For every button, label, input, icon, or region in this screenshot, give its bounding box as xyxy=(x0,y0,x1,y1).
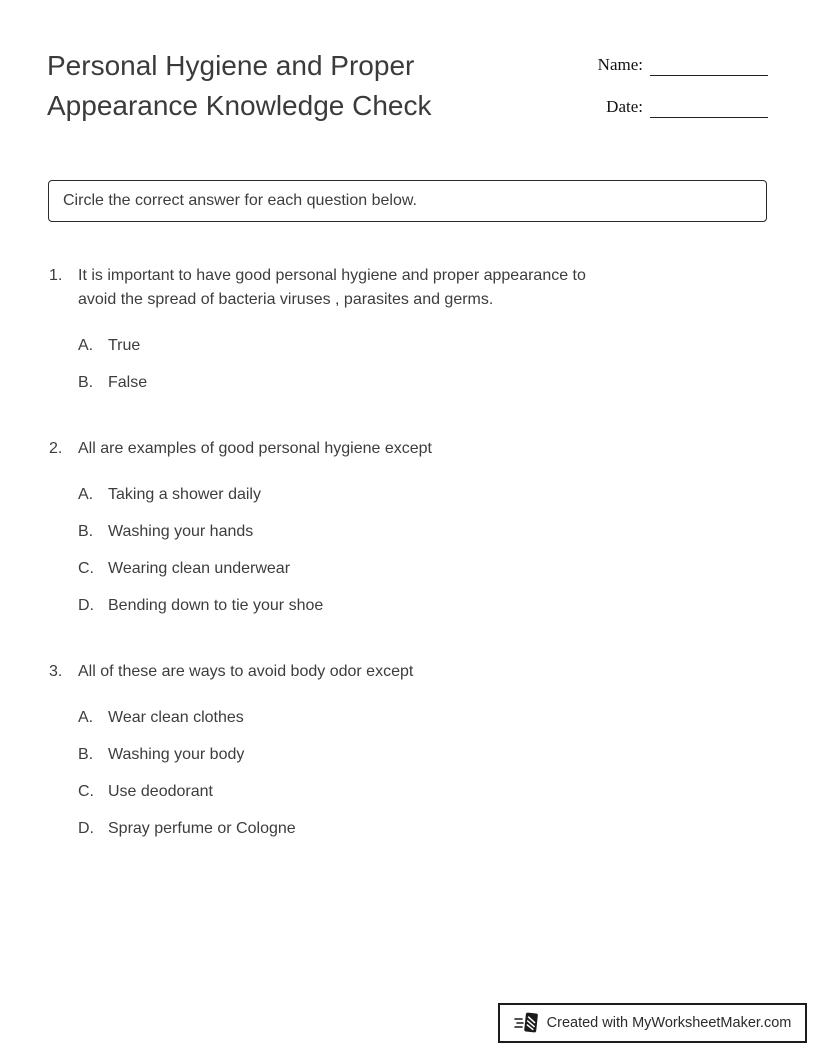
option-letter: A. xyxy=(78,709,94,726)
answer-option xyxy=(78,780,768,804)
option-text: True xyxy=(108,337,141,354)
question-row xyxy=(49,264,768,312)
option-text: Washing your hands xyxy=(108,523,254,540)
option-text: Spray perfume or Cologne xyxy=(108,820,296,837)
question-number: 2. xyxy=(49,440,63,457)
option-text: Washing your body xyxy=(108,746,245,763)
name-date-block xyxy=(598,50,768,134)
answer-option xyxy=(78,334,768,358)
instructions-text: Circle the correct answer for each question below. xyxy=(63,192,417,209)
question-row xyxy=(49,660,768,684)
instructions-box xyxy=(48,180,767,222)
answer-option xyxy=(78,743,768,767)
answer-option xyxy=(78,594,768,618)
answer-option xyxy=(78,817,768,841)
answer-option xyxy=(78,557,768,581)
question-text: All are examples of good personal hygiene except xyxy=(78,440,432,457)
option-letter: B. xyxy=(78,374,94,391)
question-3 xyxy=(49,660,768,841)
options-list xyxy=(78,706,768,841)
question-2 xyxy=(49,437,768,618)
option-letter: A. xyxy=(78,486,94,503)
question-text: All of these are ways to avoid body odor except xyxy=(78,663,414,680)
options-list xyxy=(78,483,768,618)
option-letter: C. xyxy=(78,560,94,577)
option-letter: B. xyxy=(78,746,94,763)
name-blank-line xyxy=(650,50,768,76)
question-row xyxy=(49,437,768,461)
page-title: Personal Hygiene and Proper Appearance Knowledge Check xyxy=(47,50,432,121)
question-number: 3. xyxy=(49,663,63,680)
answer-option xyxy=(78,520,768,544)
option-letter: B. xyxy=(78,523,94,540)
credit-badge xyxy=(498,1003,807,1043)
option-text: Use deodorant xyxy=(108,783,213,800)
options-list xyxy=(78,334,768,395)
option-letter: D. xyxy=(78,597,94,614)
option-text: Taking a shower daily xyxy=(108,486,261,503)
date-blank-line xyxy=(650,92,768,118)
credit-text: Created with MyWorksheetMaker.com xyxy=(546,1015,792,1031)
option-text: False xyxy=(108,374,148,391)
questions-list xyxy=(49,264,768,841)
option-letter: A. xyxy=(78,337,94,354)
question-1 xyxy=(49,264,768,395)
option-text: Wearing clean underwear xyxy=(108,560,291,577)
option-text: Bending down to tie your shoe xyxy=(108,597,324,614)
answer-option xyxy=(78,483,768,507)
answer-option xyxy=(78,706,768,730)
name-label: Name: xyxy=(597,55,643,74)
option-text: Wear clean clothes xyxy=(108,709,244,726)
name-row xyxy=(598,50,768,76)
date-row xyxy=(598,92,768,118)
question-text: It is important to have good personal hygiene and proper appearance to avoid the spread of bacteria viruses , parasites and germs. xyxy=(78,267,586,308)
option-letter: D. xyxy=(78,820,94,837)
option-letter: C. xyxy=(78,783,94,800)
flying-worksheet-icon xyxy=(514,1011,540,1035)
answer-option xyxy=(78,371,768,395)
date-label: Date: xyxy=(606,97,643,116)
question-number: 1. xyxy=(49,267,63,284)
